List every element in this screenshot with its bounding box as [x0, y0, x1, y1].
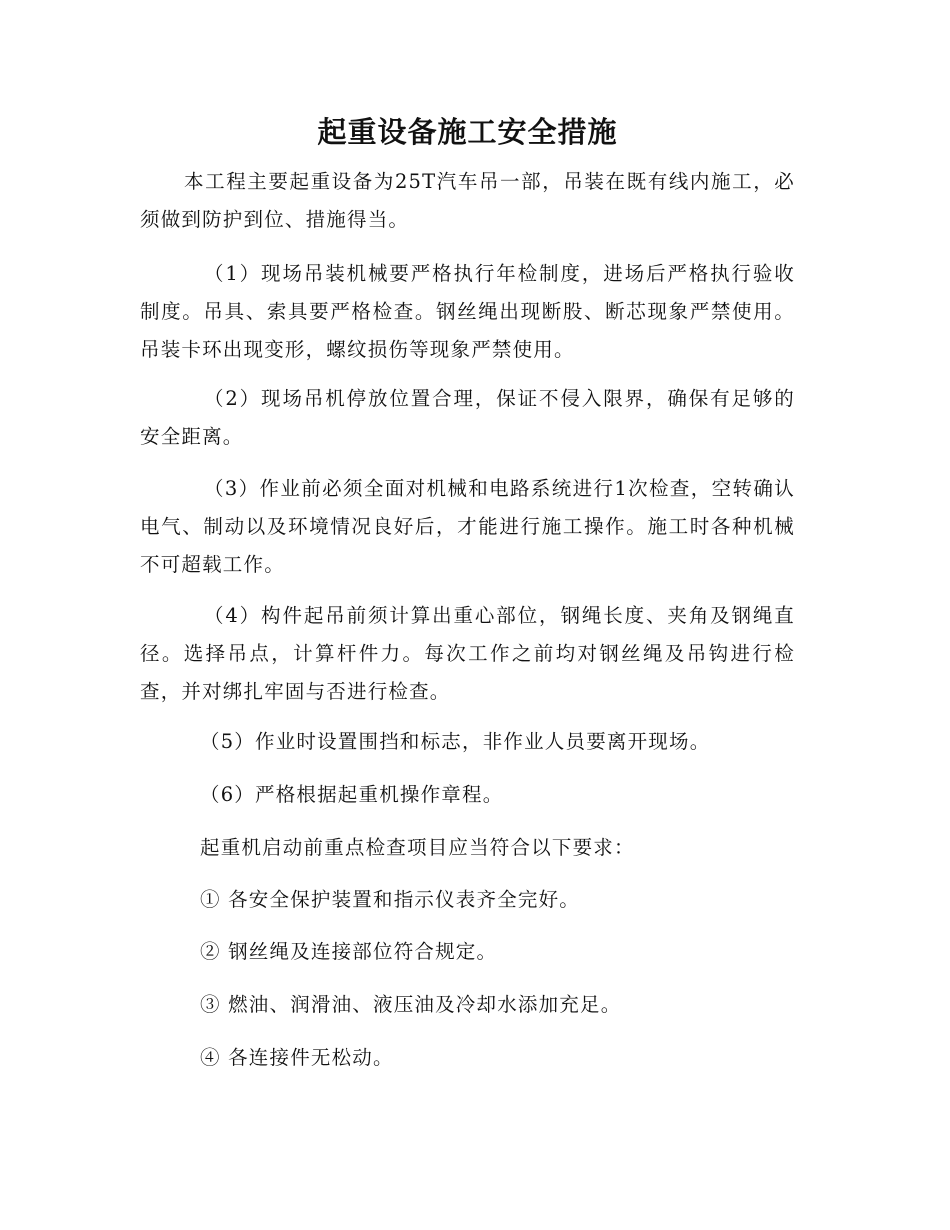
checklist-item-2: ② 钢丝绳及连接部位符合规定。 [200, 940, 498, 963]
measure-5: （5）作业时设置围挡和标志，非作业人员要离开现场。 [200, 730, 711, 753]
intro-paragraph: 本工程主要起重设备为25T汽车吊一部，吊装在既有线内施工，必须做到防护到位、措施得当。 [140, 170, 795, 231]
measure-6: （6）严格根据起重机操作章程。 [200, 783, 504, 806]
checklist-item-4: ④ 各连接件无松动。 [200, 1046, 394, 1069]
checklist-item-1: ① 各安全保护装置和指示仪表齐全完好。 [200, 888, 580, 911]
checklist-item-3: ③ 燃油、润滑油、液压油及冷却水添加充足。 [200, 993, 622, 1016]
measure-1: （1）现场吊装机械要严格执行年检制度，进场后严格执行验收制度。吊具、索具要严格检查。钢丝绳出现断股、断芯现象严禁使用。吊装卡环出现变形，螺纹损伤等现象严禁使用。 [140, 262, 795, 361]
measure-2: （2）现场吊机停放位置合理，保证不侵入限界，确保有足够的安全距离。 [140, 387, 795, 448]
document-title: 起重设备施工安全措施 [317, 115, 618, 149]
checklist-heading: 起重机启动前重点检查项目应当符合以下要求： [200, 836, 635, 859]
measure-4: （4）构件起吊前须计算出重心部位，钢绳长度、夹角及钢绳直径。选择吊点，计算杆件力。每次工作之前均对钢丝绳及吊钩进行检查，并对绑扎牢固与否进行检查。 [140, 604, 795, 703]
measure-3: （3）作业前必须全面对机械和电路系统进行1次检查，空转确认电气、制动以及环境情况良好后，才能进行施工操作。施工时各种机械不可超载工作。 [140, 477, 795, 576]
